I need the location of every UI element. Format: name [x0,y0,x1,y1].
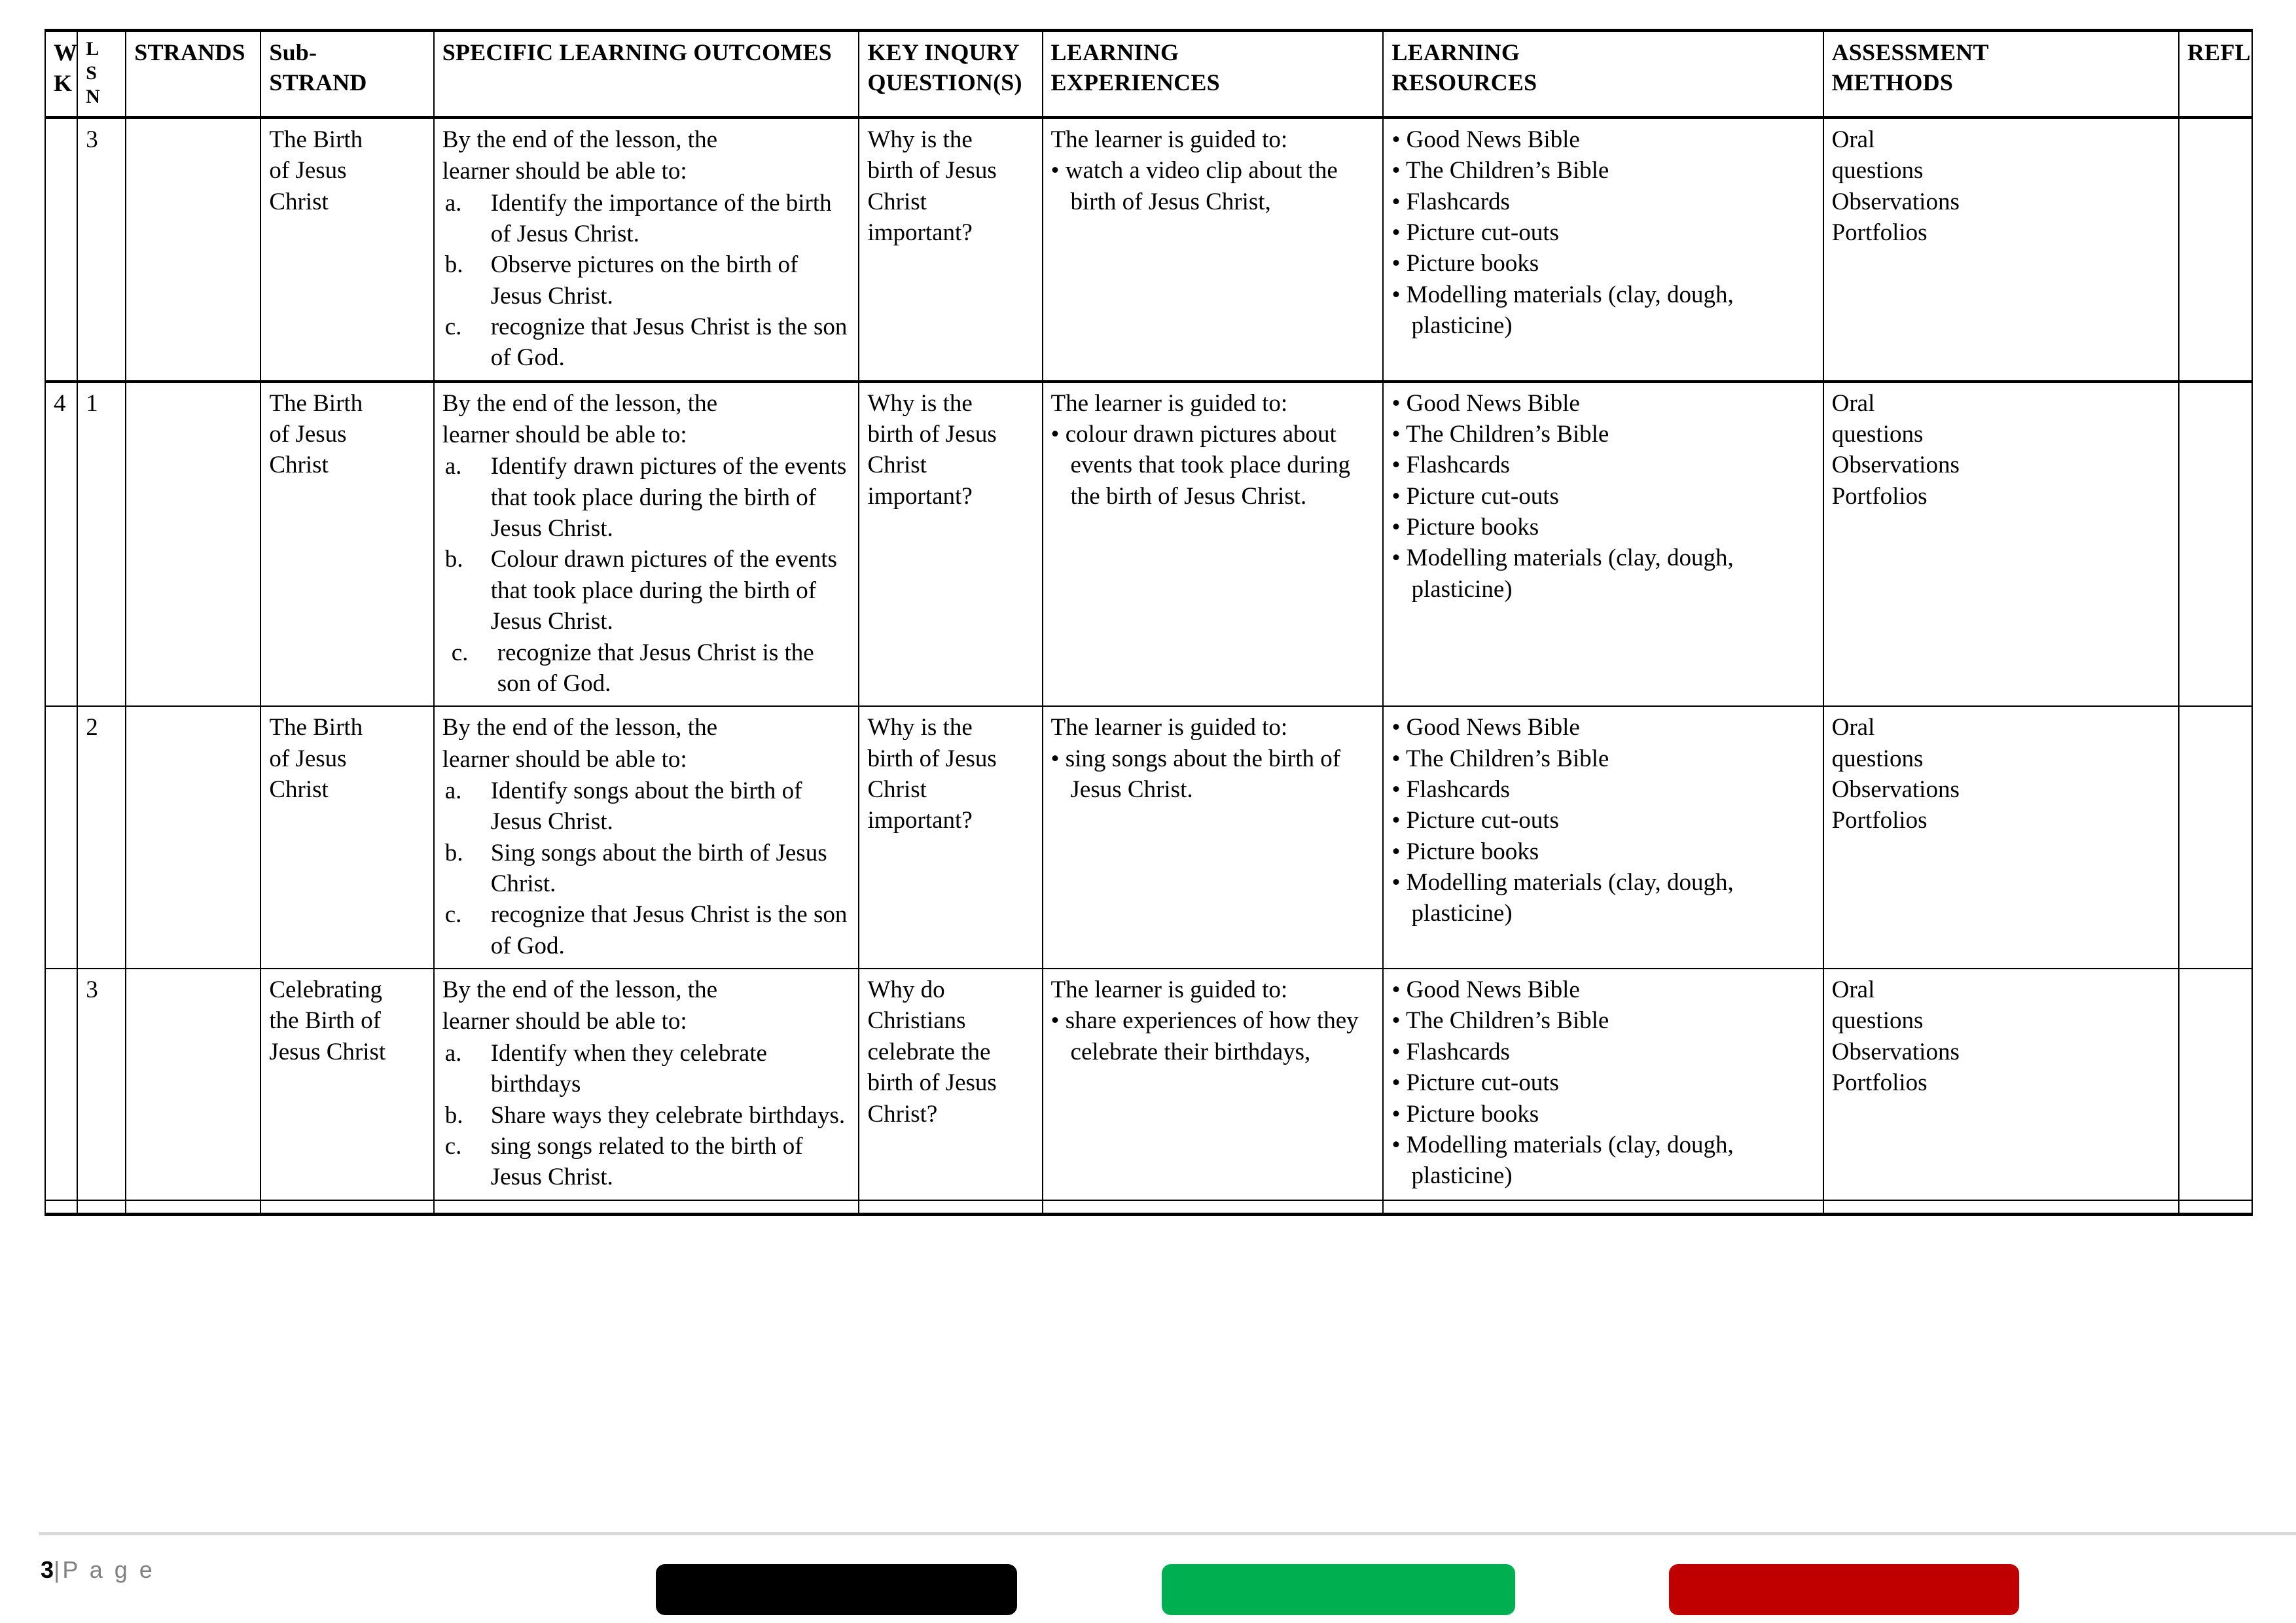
slo-item-marker: c. [444,313,462,340]
table-row [45,117,2252,381]
key-inquiry-line: Christ [867,452,927,479]
slo-item-text: Identify when they celebrate birthdays [490,1039,767,1098]
learning-resource-text: Flashcards [1406,776,1510,803]
learning-experiences-list [1051,155,1376,217]
slo-item-marker: c. [451,639,469,666]
assessment-method-line: Observations [1831,452,1960,479]
sub-strand-line: Christ [269,188,329,215]
slo-lead-line: By the end of the lesson, the [442,389,717,417]
scheme-of-work-table [45,29,2253,1216]
learning-experience-text: colour drawn pictures about events that took place during the birth of Jesus Christ. [1065,421,1350,510]
assessment-method-line: Portfolios [1831,807,1928,834]
learning-resource-text: Flashcards [1406,452,1510,479]
page-number: 3 [41,1556,54,1583]
assessment-methods-text [1832,712,2172,836]
learning-experience-item [1051,155,1376,217]
slo-list-item [442,838,852,900]
bullet-icon: • [1391,776,1407,803]
bullet-icon: • [1391,1131,1407,1158]
sub-strand-line: The Birth [269,126,363,153]
assessment-method-line: Portfolios [1831,1069,1928,1097]
learning-resource-item [1391,450,1816,480]
assessment-method-line: Oral [1831,126,1875,153]
learning-experiences-lead: The learner is guided to: [1050,389,1288,417]
cell-refl [2179,1200,2252,1215]
learning-resource-text: The Children’s Bible [1406,1007,1609,1035]
cell-assessment-methods [1823,706,2179,969]
cell-key-inquiry-question [859,117,1042,381]
learning-experience-item [1051,743,1376,806]
key-inquiry-line: birth of Jesus [867,1069,997,1097]
cell-sub-strand [260,382,433,707]
cell-learning-experiences [1043,706,1384,969]
cell-learning-resources [1383,969,1823,1200]
bullet-icon: • [1391,838,1407,865]
cell-lesson: 3 [77,117,126,381]
slo-list-item [442,249,852,312]
bullet-icon: • [1391,514,1407,541]
cell-learning-resources [1383,1200,1823,1215]
bullet-icon: • [1050,1007,1066,1035]
learning-resource-item [1391,805,1816,836]
learning-resource-text: Picture books [1406,250,1539,277]
cell-week [45,706,77,969]
slo-item-text: Sing songs about the birth of Jesus Christ. [490,839,827,898]
column-header-wk-lines [54,37,78,99]
cell-assessment-methods [1823,117,2179,381]
key-inquiry-text [867,124,1035,248]
learning-resource-text: Good News Bible [1406,126,1580,153]
key-inquiry-line: Why is the [867,389,973,417]
learning-resource-item [1391,419,1816,450]
column-header-lsn-lines [86,37,118,109]
cell-assessment-methods [1823,1200,2179,1215]
learning-resource-item [1391,867,1816,929]
learning-resource-item [1391,774,1816,805]
slo-item-text: recognize that Jesus Christ is the son of God. [490,901,848,959]
assessment-method-line: Portfolios [1831,219,1928,246]
learning-resource-text: Flashcards [1406,188,1510,215]
cell-week: 4 [45,382,77,707]
learning-experiences-list [1051,743,1376,806]
bullet-icon: • [1391,745,1406,772]
learning-resource-item [1391,1130,1816,1192]
learning-resource-item [1391,543,1816,605]
cell-strands [126,117,260,381]
key-inquiry-line: birth of Jesus [867,421,997,448]
column-header-learning-experiences [1043,31,1384,118]
sub-strand-line: of Jesus [269,745,347,772]
key-inquiry-line: celebrate the [867,1038,991,1065]
learning-resource-text: The Children’s Bible [1406,421,1609,448]
learning-resources-list [1391,712,1816,929]
learning-experience-text: watch a video clip about the birth of Jesus Christ, [1065,157,1338,215]
sub-strand-line: Celebrating [269,976,382,1004]
bullet-icon: • [1391,452,1407,479]
assessment-method-line: Oral [1831,976,1875,1004]
learning-resource-text: Flashcards [1406,1038,1510,1065]
slo-item-text: Share ways they celebrate birthdays. [490,1101,846,1129]
learning-experience-text: share experiences of how they celebrate their birthdays, [1065,1007,1359,1065]
learning-resource-item [1391,187,1816,217]
learning-resource-item [1391,1005,1816,1036]
cell-lesson: 3 [77,969,126,1200]
slo-list-item [442,776,852,838]
bullet-icon: • [1391,544,1407,572]
learning-resource-item [1391,712,1816,743]
page-label-separator: | [54,1556,63,1583]
assessment-method-line: questions [1831,421,1924,448]
learning-resource-item [1391,974,1816,1005]
slo-item-marker: a. [444,453,462,480]
sub-strand-line: Jesus Christ [269,1038,386,1065]
sub-strand-line: the Birth of [269,1007,381,1035]
learning-resources-list [1391,974,1816,1192]
cell-learning-experiences [1043,1200,1384,1215]
column-header-learning-resources [1383,31,1823,118]
column-header-learning-experiences-lines [1051,37,1376,98]
cell-sub-strand [260,117,433,381]
column-header-line: METHODS [1831,69,1954,96]
cell-learning-experiences [1043,117,1384,381]
key-inquiry-line: important? [867,807,973,834]
learning-experience-item [1051,419,1376,512]
cell-specific-learning-outcomes [434,706,859,969]
assessment-method-line: Observations [1831,188,1960,215]
cell-refl [2179,706,2252,969]
slo-lead-line: learner should be able to: [442,1008,687,1035]
footer-divider [39,1532,2296,1535]
key-inquiry-line: important? [867,482,973,510]
slo-list-item [442,312,852,374]
sub-strand-text [269,124,426,217]
column-header-line: RESOURCES [1391,69,1537,96]
column-header-assessment-methods-lines [1832,37,2172,98]
learning-resource-item [1391,1067,1816,1098]
bullet-icon: • [1391,250,1407,277]
cell-key-inquiry-question [859,382,1042,707]
slo-list-item [442,451,852,544]
key-inquiry-line: birth of Jesus [867,157,997,185]
column-header-line: STRAND [269,69,367,96]
column-header-key-inquiry-lines [867,37,1035,98]
slo-item-marker: b. [444,1101,463,1129]
learning-resource-item [1391,248,1816,279]
learning-resource-text: Picture cut-outs [1406,807,1559,834]
assessment-methods-text [1832,124,2172,248]
key-inquiry-line: Christians [867,1007,966,1035]
column-header-refl: REFL [2179,31,2252,118]
cell-sub-strand [260,969,433,1200]
bullet-icon: • [1391,1100,1407,1128]
bullet-icon: • [1050,421,1066,448]
cell-week [45,969,77,1200]
slo-item-text: Observe pictures on the birth of Jesus Christ. [490,251,798,310]
cell-lesson: 2 [77,706,126,969]
bullet-icon: • [1050,745,1066,772]
learning-resource-text: Picture books [1406,1100,1539,1128]
learning-resource-text: Modelling materials (clay, dough, plasticine) [1406,869,1734,927]
sub-strand-line: of Jesus [269,157,347,185]
learning-resource-text: The Children’s Bible [1406,157,1609,185]
cell-sub-strand [260,1200,433,1215]
bullet-icon: • [1391,1007,1406,1035]
assessment-method-line: Portfolios [1831,482,1928,510]
learning-experiences-lead: The learner is guided to: [1050,976,1288,1004]
slo-list [442,776,852,961]
learning-resource-item [1391,388,1816,419]
learning-resource-text: Good News Bible [1406,714,1580,741]
slo-item-marker: b. [444,839,463,866]
cell-lesson [77,1200,126,1215]
slo-item-text: recognize that Jesus Christ is the son of God. [497,639,814,697]
column-header-line: Sub- [269,39,317,65]
bullet-icon: • [1391,807,1407,834]
bullet-icon: • [1391,421,1406,448]
slo-list [442,188,852,374]
bullet-icon: • [1391,869,1407,897]
slo-item-text: Identify drawn pictures of the events that took place during the birth of Jesus Christ. [490,453,847,543]
learning-experience-item [1051,1005,1376,1067]
learning-resource-text: Picture books [1406,514,1539,541]
slo-item-marker: b. [444,251,463,279]
slo-lead-line: learner should be able to: [442,745,687,773]
column-header-wk [45,31,77,118]
learning-resource-text: Picture books [1406,838,1539,865]
slo-list [442,1038,852,1193]
sub-strand-text [269,712,426,805]
learning-resource-text: The Children’s Bible [1406,745,1609,772]
column-header-line: LEARNING [1050,39,1179,65]
assessment-methods-text [1832,974,2172,1098]
key-inquiry-text [867,388,1035,512]
table-header-row [45,31,2252,118]
key-inquiry-line: Why is the [867,126,973,153]
column-header-line: W [54,39,78,65]
cell-specific-learning-outcomes [434,969,859,1200]
slo-list-item [442,1131,852,1193]
key-inquiry-line: important? [867,219,973,246]
column-header-assessment-methods [1823,31,2179,118]
slo-item-text: recognize that Jesus Christ is the son of God. [490,313,848,372]
assessment-method-line: questions [1831,157,1924,185]
learning-experiences-lead: The learner is guided to: [1050,714,1288,741]
slo-lead-line: By the end of the lesson, the [442,976,717,1004]
black-bar [656,1564,1017,1615]
learning-resource-item [1391,836,1816,867]
table-body [45,117,2252,1214]
page-label-word: P a g e [62,1556,155,1583]
slo-lead-line: learner should be able to: [442,158,687,185]
learning-resource-text: Picture cut-outs [1406,482,1559,510]
bullet-icon: • [1391,482,1407,510]
bullet-icon: • [1391,976,1407,1004]
assessment-method-line: Observations [1831,1038,1960,1065]
sub-strand-line: The Birth [269,389,363,417]
slo-item-marker: a. [444,189,462,217]
page-number-label [41,1556,155,1584]
sub-strand-text [269,388,426,481]
cell-week [45,1200,77,1215]
slo-list [442,451,852,699]
learning-resource-item [1391,155,1816,186]
learning-experiences-list [1051,1005,1376,1067]
column-header-line: KEY INQURY [867,39,1020,65]
slo-item-text: Identify the importance of the birth of Jesus Christ. [490,189,832,247]
learning-experiences-list [1051,419,1376,512]
slo-lead-line: By the end of the lesson, the [442,714,717,741]
slo-item-text: Colour drawn pictures of the events that took place during the birth of Jesus Christ. [490,546,837,635]
learning-resource-item [1391,279,1816,342]
key-inquiry-line: Christ [867,188,927,215]
assessment-method-line: Oral [1831,389,1875,417]
learning-resource-item [1391,743,1816,774]
bullet-icon: • [1391,157,1406,185]
slo-item-text: Identify songs about the birth of Jesus Christ. [490,777,802,836]
learning-resource-text: Good News Bible [1406,976,1580,1004]
cell-refl [2179,969,2252,1200]
sub-strand-line: Christ [269,776,329,803]
column-header-line: L [86,38,99,60]
table-row [45,969,2252,1200]
green-bar [1162,1564,1515,1615]
learning-resource-item [1391,124,1816,155]
cell-strands [126,382,260,707]
bullet-icon: • [1050,157,1066,185]
learning-resource-text: Picture cut-outs [1406,219,1559,246]
cell-strands [126,706,260,969]
slo-lead-line: By the end of the lesson, the [442,126,717,153]
assessment-methods-text [1832,388,2172,512]
sub-strand-line: Christ [269,452,329,479]
learning-experience-text: sing songs about the birth of Jesus Christ. [1065,745,1341,803]
bullet-icon: • [1391,219,1407,246]
key-inquiry-line: birth of Jesus [867,745,997,772]
table-row [45,382,2252,707]
assessment-method-line: questions [1831,745,1924,772]
table-row [45,1200,2252,1215]
column-header-strands: STRANDS [126,31,260,118]
learning-resource-item [1391,1099,1816,1130]
bullet-icon: • [1391,281,1407,308]
slo-list-item [442,637,852,700]
column-header-key-inquiry-questions [859,31,1042,118]
cell-refl [2179,382,2252,707]
cell-key-inquiry-question [859,969,1042,1200]
column-header-line: ASSESSMENT [1831,39,1989,65]
assessment-method-line: Observations [1831,776,1960,803]
slo-item-marker: a. [444,1039,462,1067]
slo-list-item [442,1038,852,1100]
key-inquiry-line: Why do [867,976,945,1004]
sub-strand-line: of Jesus [269,421,347,448]
cell-learning-resources [1383,117,1823,381]
learning-resource-item [1391,217,1816,248]
learning-resource-text: Modelling materials (clay, dough, plasticine) [1406,544,1734,603]
cell-week [45,117,77,381]
bullet-icon: • [1391,1069,1407,1097]
cell-assessment-methods [1823,969,2179,1200]
slo-list-item [442,1100,852,1131]
assessment-method-line: questions [1831,1007,1924,1035]
slo-item-marker: c. [444,1132,462,1160]
learning-resource-item [1391,512,1816,543]
column-header-lsn [77,31,126,118]
cell-assessment-methods [1823,382,2179,707]
column-header-specific-learning-outcomes: SPECIFIC LEARNING OUTCOMES [434,31,859,118]
slo-item-marker: c. [444,901,462,929]
bullet-icon: • [1391,188,1407,215]
cell-learning-experiences [1043,969,1384,1200]
cell-learning-resources [1383,382,1823,707]
column-header-line: QUESTION(S) [867,69,1022,96]
key-inquiry-line: Christ? [867,1100,938,1128]
slo-item-text: sing songs related to the birth of Jesus Christ. [490,1132,803,1191]
key-inquiry-text [867,974,1035,1130]
assessment-method-line: Oral [1831,714,1875,741]
learning-resource-item [1391,1037,1816,1067]
key-inquiry-text [867,712,1035,836]
sub-strand-text [269,974,426,1067]
learning-resource-text: Modelling materials (clay, dough, plasticine) [1406,281,1734,339]
column-header-line: LEARNING [1391,39,1520,65]
sub-strand-line: The Birth [269,714,363,741]
cell-specific-learning-outcomes [434,117,859,381]
red-bar [1669,1564,2019,1615]
slo-lead-line: learner should be able to: [442,421,687,449]
key-inquiry-line: Christ [867,776,927,803]
bullet-icon: • [1391,1038,1407,1065]
key-inquiry-line: Why is the [867,714,973,741]
column-header-line: EXPERIENCES [1050,69,1220,96]
slo-item-marker: a. [444,777,462,804]
cell-sub-strand [260,706,433,969]
learning-resources-list [1391,124,1816,342]
cell-key-inquiry-question [859,706,1042,969]
cell-refl [2179,117,2252,381]
bullet-icon: • [1391,126,1407,153]
learning-resource-text: Picture cut-outs [1406,1069,1559,1097]
column-header-line: K [54,69,73,96]
learning-resource-text: Modelling materials (clay, dough, plasticine) [1406,1131,1734,1190]
slo-list-item [442,899,852,961]
learning-resource-item [1391,481,1816,512]
column-header-sub-strand-lines [269,37,426,98]
learning-resources-list [1391,388,1816,605]
cell-strands [126,1200,260,1215]
cell-specific-learning-outcomes [434,1200,859,1215]
column-header-learning-resources-lines [1391,37,1816,98]
cell-learning-experiences [1043,382,1384,707]
slo-item-marker: b. [444,546,463,573]
column-header-sub-strand [260,31,433,118]
learning-resource-text: Good News Bible [1406,389,1580,417]
cell-key-inquiry-question [859,1200,1042,1215]
bullet-icon: • [1391,714,1407,741]
learning-experiences-lead: The learner is guided to: [1050,126,1288,153]
cell-specific-learning-outcomes [434,382,859,707]
column-header-line: N [86,86,101,108]
slo-list-item [442,544,852,637]
slo-list-item [442,188,852,250]
table-row [45,706,2252,969]
cell-lesson: 1 [77,382,126,707]
bullet-icon: • [1391,389,1407,417]
cell-learning-resources [1383,706,1823,969]
column-header-line: S [86,62,98,84]
cell-strands [126,969,260,1200]
